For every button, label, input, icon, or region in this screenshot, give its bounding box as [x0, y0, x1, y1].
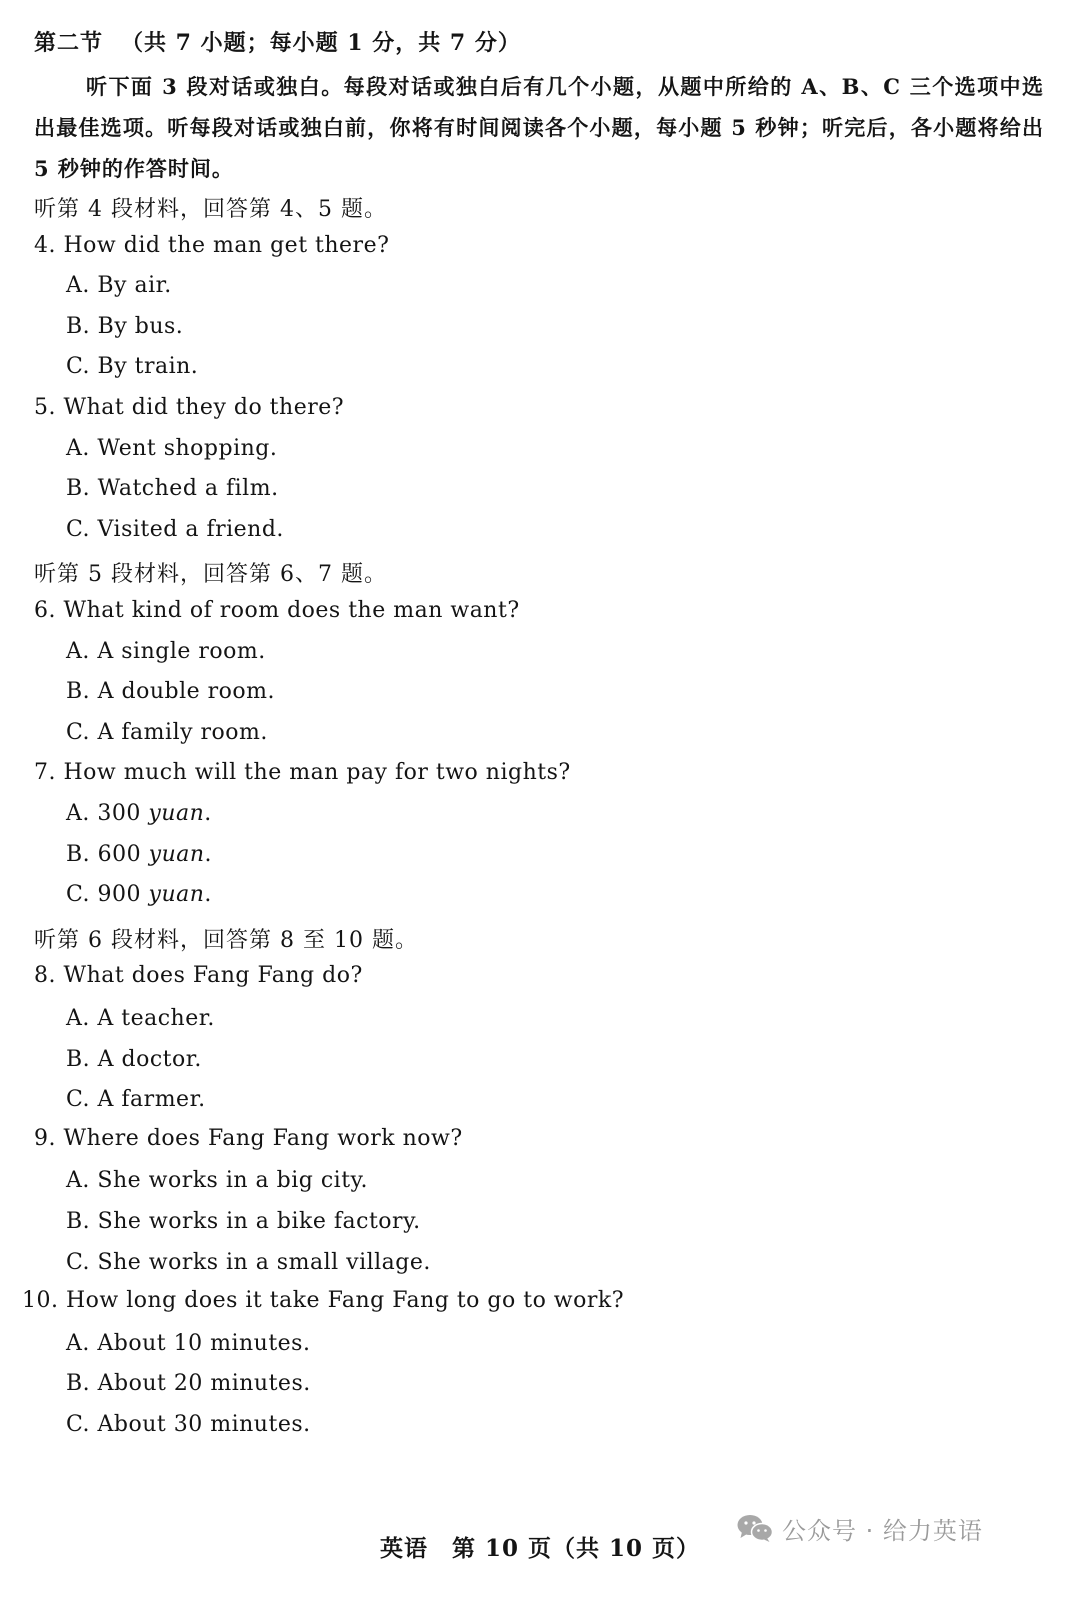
option-text: C. She works in a small village. — [66, 1249, 431, 1275]
answer-option[interactable] — [66, 720, 268, 745]
answer-option[interactable] — [66, 1006, 215, 1031]
option-text: A. By air. — [66, 273, 172, 299]
answer-option[interactable] — [66, 314, 183, 339]
answer-option[interactable] — [66, 354, 198, 379]
option-text: C. By train. — [66, 354, 199, 380]
option-text: C. A farmer. — [66, 1087, 206, 1113]
question-stem: 9. Where does Fang Fang work now? — [34, 1125, 463, 1151]
watermark — [736, 1508, 983, 1548]
material-label: 听第 5 段材料，回答第 6、7 题。 — [34, 562, 387, 588]
option-text: A. A single room. — [66, 638, 266, 664]
wechat-icon — [736, 1513, 774, 1543]
footer-subject: 英语 — [379, 1535, 428, 1562]
footer-page-number: 第 10 页（共 10 页） — [451, 1535, 701, 1562]
option-text: B. Watched a film. — [66, 476, 279, 502]
answer-option[interactable] — [66, 1331, 310, 1356]
option-text: A. Went shopping. — [66, 435, 278, 461]
option-punctuation: . — [204, 801, 212, 826]
option-punctuation: . — [204, 841, 213, 867]
option-text: A. A teacher. — [66, 1006, 215, 1031]
answer-option[interactable] — [66, 842, 212, 867]
answer-option[interactable] — [66, 273, 172, 298]
answer-option[interactable] — [66, 882, 212, 907]
answer-option[interactable] — [66, 476, 279, 501]
option-text: B. A double room. — [66, 679, 276, 705]
question-stem: 4. How did the man get there? — [34, 232, 390, 258]
question-stem: 6. What kind of room does the man want? — [34, 598, 520, 623]
option-text: B. 600 — [66, 841, 149, 867]
section-instructions: 听下面 3 段对话或独白。每段对话或独白后有几个小题，从题中所给的 A、B、C 三个选项中选出最佳选项。听每段对话或独白前，你将有时间阅读各个小题，每小题 5 秒钟；听完后，各小题将给出 5 秒钟的作答时间。 — [34, 74, 1044, 181]
answer-option[interactable] — [66, 639, 266, 664]
question-stem: 7. How much will the man pay for two nights? — [34, 760, 571, 786]
watermark-text: 公众号 · 给力英语 — [782, 1516, 983, 1545]
option-text: C. A family room. — [66, 719, 268, 745]
answer-option[interactable] — [66, 1168, 368, 1193]
option-text: B. A doctor. — [66, 1046, 202, 1072]
option-currency: yuan — [148, 882, 205, 908]
option-currency: yuan — [148, 801, 205, 826]
material-label: 听第 4 段材料，回答第 4、5 题。 — [34, 197, 387, 222]
answer-option[interactable] — [66, 1087, 206, 1112]
option-text: A. She works in a big city. — [66, 1168, 369, 1194]
answer-option[interactable] — [66, 1250, 431, 1275]
option-text: C. 900 — [66, 882, 149, 908]
question-stem: 5. What did they do there? — [34, 395, 345, 420]
option-text: B. By bus. — [66, 313, 184, 339]
option-text: C. About 30 minutes. — [66, 1412, 311, 1437]
option-punctuation: . — [204, 882, 212, 908]
option-text: C. Visited a friend. — [66, 516, 284, 542]
option-text: A. 300 — [66, 801, 149, 826]
material-label: 听第 6 段材料，回答第 8 至 10 题。 — [34, 927, 418, 953]
option-text: A. About 10 minutes. — [66, 1330, 311, 1356]
question-stem: 10. How long does it take Fang Fang to go to work? — [22, 1288, 625, 1314]
answer-option[interactable] — [66, 1412, 311, 1437]
section-scoring: （共 7 小题；每小题 1 分，共 7 分） — [121, 30, 521, 56]
answer-option[interactable] — [66, 801, 212, 826]
answer-option[interactable] — [66, 1209, 421, 1234]
section-title: 第二节 — [34, 30, 104, 56]
option-text: B. About 20 minutes. — [66, 1371, 311, 1397]
answer-option[interactable] — [66, 436, 277, 461]
question-stem: 8. What does Fang Fang do? — [34, 963, 363, 989]
section-heading — [34, 26, 521, 57]
option-text: B. She works in a bike factory. — [66, 1209, 421, 1234]
answer-option[interactable] — [66, 679, 275, 704]
answer-option[interactable] — [66, 1047, 202, 1072]
answer-option[interactable] — [66, 517, 284, 542]
answer-option[interactable] — [66, 1371, 311, 1396]
option-currency: yuan — [148, 841, 205, 867]
